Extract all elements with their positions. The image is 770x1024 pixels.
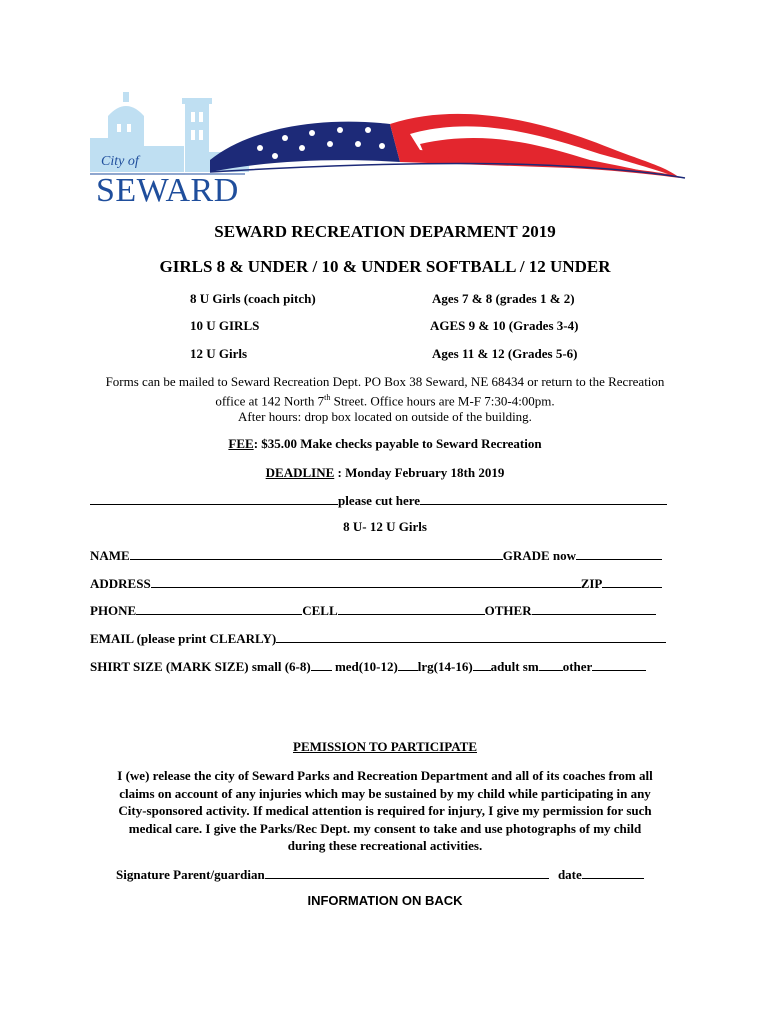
fee-text: : $35.00 Make checks payable to Seward Recreation [253, 436, 542, 451]
email-field[interactable] [276, 630, 666, 643]
permission-line: during these recreational activities. [287, 838, 483, 853]
shirt-lrg-label: lrg(14-16) [417, 659, 473, 674]
mailing-line-2: office at 142 North 7th Street. Office hours are M-F 7:30-4:00pm. [215, 393, 555, 409]
address-label: ADDRESS [90, 576, 151, 591]
form-title: 8 U- 12 U Girls [343, 519, 427, 534]
mailing-info [80, 374, 690, 425]
signature-field[interactable] [265, 866, 549, 879]
information-on-back: INFORMATION ON BACK [307, 893, 463, 908]
program-title: GIRLS 8 & UNDER / 10 & UNDER SOFTBALL / 12 UNDER [159, 257, 611, 276]
shirt-other-field[interactable] [592, 658, 646, 671]
deadline-line [80, 465, 690, 481]
logo-wordmark: SEWARD [96, 172, 239, 209]
shirt-adult-label: adult sm [490, 659, 539, 674]
shirt-small-field[interactable] [311, 658, 332, 671]
permission-line: City-sponsored activity. If medical attention is required for injury, I give my permission for such [118, 803, 652, 818]
zip-field[interactable] [602, 575, 662, 588]
address-row [90, 575, 680, 592]
fee-line [80, 436, 690, 452]
mailing-line-3: After hours: drop box located on outside of the building. [238, 409, 532, 425]
permission-text [80, 767, 690, 855]
fee-label: FEE [228, 436, 254, 451]
division-ages-10u: AGES 9 & 10 (Grades 3-4) [430, 318, 579, 333]
cell-label: CELL [302, 603, 338, 618]
shirt-med-field[interactable] [398, 658, 418, 671]
phone-row [90, 602, 680, 619]
zip-label: ZIP [580, 576, 603, 591]
email-label: EMAIL (please print CLEARLY) [90, 631, 277, 646]
deadline-label: DEADLINE [265, 465, 335, 480]
division-name-12u: 12 U Girls [190, 346, 248, 361]
permission-line: I (we) release the city of Seward Parks and Recreation Department and all of its coaches from all [117, 768, 653, 783]
date-field[interactable] [582, 866, 644, 879]
cell-field[interactable] [338, 602, 485, 615]
permission-line: claims on account of any injuries which may be sustained by my child while participating in any [119, 785, 651, 801]
address-field[interactable] [151, 575, 581, 588]
other-field[interactable] [532, 602, 656, 615]
shirt-lrg-field[interactable] [473, 658, 491, 671]
signature-label: Signature Parent/guardian [116, 867, 265, 882]
permission-title: PEMISSION TO PARTICIPATE [293, 739, 477, 754]
shirt-med-label: med(10-12) [334, 659, 398, 674]
name-field[interactable] [130, 547, 503, 560]
deadline-text: : Monday February 18th 2019 [334, 465, 505, 480]
name-label: NAME [90, 548, 130, 563]
name-row [90, 547, 680, 564]
cut-label: please cut here [338, 493, 421, 508]
cut-line [90, 492, 680, 509]
division-name-8u: 8 U Girls (coach pitch) [190, 291, 316, 306]
phone-field[interactable] [136, 602, 302, 615]
other-label: OTHER [484, 603, 532, 618]
email-row [90, 630, 680, 647]
shirt-other-label: other [562, 659, 593, 674]
shirt-adult-field[interactable] [539, 658, 563, 671]
department-title: SEWARD RECREATION DEPARMENT 2019 [214, 222, 556, 241]
division-ages-12u: Ages 11 & 12 (Grades 5-6) [432, 346, 578, 361]
signature-row [116, 866, 676, 883]
permission-line: medical care. I give the Parks/Rec Dept. my consent to take and use photographs of my child [128, 820, 642, 836]
grade-field[interactable] [576, 547, 662, 560]
logo-city-of: City of [101, 154, 139, 169]
grade-label: GRADE now [502, 548, 577, 563]
shirt-size-row [90, 658, 680, 675]
mailing-line-1: Forms can be mailed to Seward Recreation Dept. PO Box 38 Seward, NE 68434 or return to the Recreation [105, 374, 665, 389]
shirt-size-label: SHIRT SIZE (MARK SIZE) small (6-8) [90, 659, 311, 674]
division-name-10u: 10 U GIRLS [190, 318, 260, 333]
division-ages-8u: Ages 7 & 8 (grades 1 & 2) [432, 291, 575, 306]
phone-label: PHONE [90, 603, 137, 618]
date-label: date [557, 867, 582, 882]
